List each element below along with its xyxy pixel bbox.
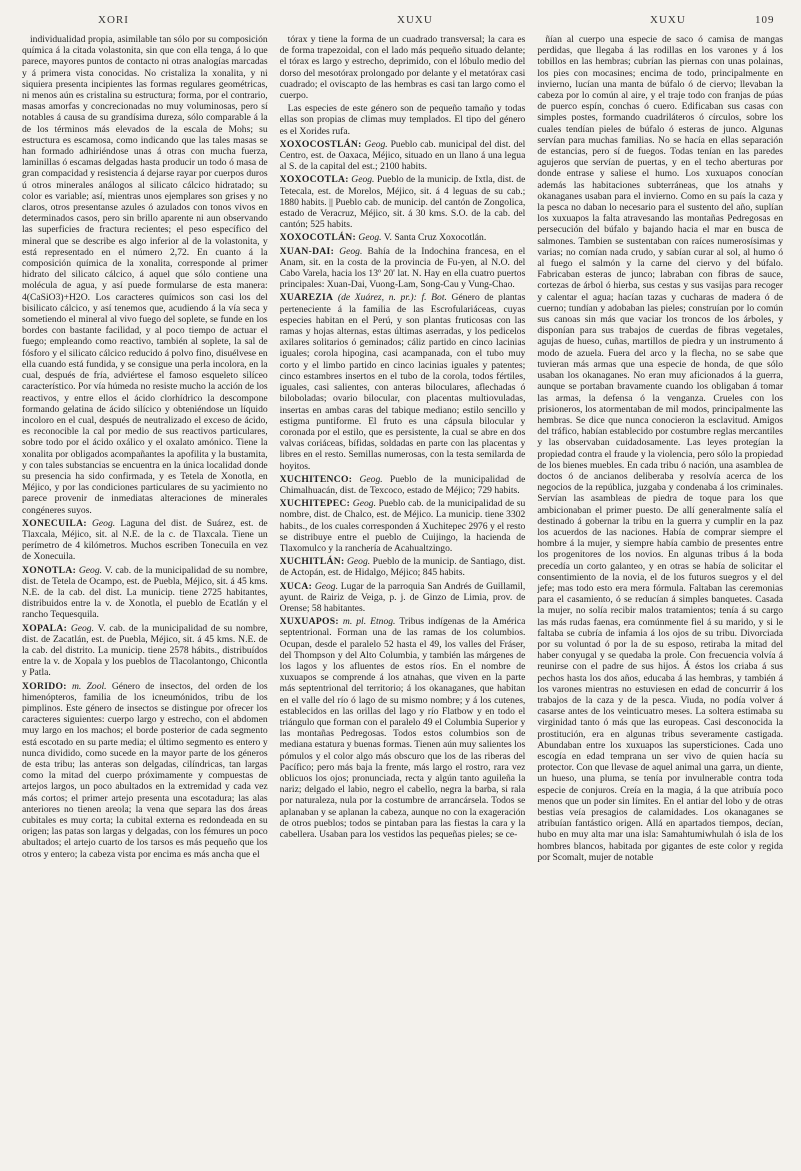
entry-headword: XUCHITLÁN: [279,556,345,568]
entry-text: Pueblo cab. municipal del dist. del Centro, est. de Oaxaca, Méjico, situado en un llano á una legua al S. de la capital del est.; 2100 habits. [279,138,526,173]
dictionary-entry [22,565,268,621]
entry-text: Pueblo cab. de la municipalidad de su nombre, dist. de Chalco, est. de Méjico. La municip. tiene 3302 habits., de los cuales corresponden á Xuchitepec 2976 y el resto se distribuye entre el pueblo de Cuijingo, la hacienda de Tlaxomulco y la ranchería de Acahualtzingo. [279,498,526,554]
entry-text: V. cab. de la municipalidad de su nombre, dist. de Tetela de Ocampo, est. de Puebla, Méjico, sit. á 45 kms. N.E. de la cab. del dist. La municip. tiene 2725 habitantes, distribuidos entre la v. de Xonotla, el pueblo de Ecatlán y el rancho Tequesquila. [22,564,268,621]
entry-text: V. Santa Cruz Xoxocotlán. [383,232,487,244]
entry-abbreviation: Geog. [347,556,371,568]
entry-headword: XOXOCOTLA: [279,174,349,186]
body-paragraph: Las especies de este género son de pequeño tamaño y todas ellas son propias de climas muy templados. El tipo del género es el Xorides rufa. [279,103,526,137]
entry-text: Lugar de la parroquia San Andrés de Guillamil, ayunt. de Rairiz de Veiga, p. j. de Ginzo de Limia, prov. de Orense; 58 habitantes. [279,580,526,614]
entry-headword: XOPALA: [22,622,68,634]
text-columns [22,34,783,1154]
entry-abbreviation: Geog. [359,473,383,485]
entry-abbreviation: Geog. [70,622,95,634]
column-2 [280,34,526,1154]
entry-headword: XUXUAPOS: [279,616,339,628]
dictionary-entry [280,498,526,554]
column-1 [22,34,268,1154]
entry-abbreviation: Geog. [339,245,363,257]
entry-headword: XORIDO: [22,680,67,692]
entry-headword: XUCHITENCO: [279,473,353,485]
dictionary-entry [280,556,526,578]
dictionary-entry [280,292,526,471]
dictionary-entry [22,623,268,679]
page-number: 109 [755,14,775,26]
entry-headword: XONOTLA: [22,564,77,576]
dictionary-entry [280,139,526,173]
entry-headword: XOXOCOTLÁN: [279,232,356,244]
entry-abbreviation: m. Zool. [72,680,107,692]
entry-abbreviation: (de Xuárez, n. pr.): f. Bot. [337,292,447,304]
entry-text: Género de plantas perteneciente á la familia de las Escrofulariáceas, cuyas especies habitan en el Perú, y son plantas fruticosas con las ramas y hojas alternas, estas últimas aserradas, y los pedicelos axilares solitarios ó geminados; cáliz partido en cinco lacinias iguales; corola hipogina, casi acampanada, con el tubo muy corto y el limbo partido en cinco lacinias iguales y patentes; cinco estambres insertos en el tubo de la corola, todos fértiles, iguales, casi salientes, con anteras biloculares, aflechadas ó biloboladas; ovario bilocular, con placentas multiovuladas, insertas en ambas caras del tabique mediano; estilo sencillo y estigma puntiforme. El fruto es una cápsula bilocular y coronada por el estilo, que es persistente, la cual se abre en dos valvas coriáceas, bífidas, soldadas en parte con las placentas y libres en el resto. Semillas numerosas, con la testa semilarda de hoyitos. [279,292,526,472]
entry-text: Laguna del dist. de Suárez, est. de Tlaxcala, Méjico, sit. al N.E. de la c. de Tlaxcala. Tiene un perímetro de 4 kilómetros. Muchos escriben Tonecuila en vez de Xonecuila. [22,517,268,563]
entry-text: Tribus indígenas de la América septentrional. Forman una de las ramas de los columbios. Ocupan, desde el paralelo 52 hasta el 49, los valles del Fráser, del Thompson y del Alto Columbia, y también las márgenes de los lagos y los afluentes de estos ríos. En el nombre de xuxuapos se comprende á los atnahas, que viven en la parte más septentrional del territorio; á los okanaganes, que habitan en el valle del río ó lago de su mismo nombre; y á los cutenes, establecidos en las orillas del lago y río Flatbow y en todo el triángulo que forman con el paralelo 49 el Columbia Superior y las montañas Pedregosas. Todos estos columbios son de mediana estatura y buenas formas. Tienen aún muy salientes los pómulos y el color algo más obscuro que los de las riberas del Pacífico; pero más baja la frente, más largo el rostro, rara vez oblicuos los ojos; pronunciada, recta y algún tanto aguileña la nariz; delgado el labio, negro el cabello, negra la barba, si rala por naturaleza, nula por la costumbre de arrancársela. Todos se aplanaban y se aplanan la cabeza, aunque no con la exageración de otros pueblos; todos se pintaban para las fiestas la cara y la cabellera. Usaban para los vestidos las pequeñas pieles; se ce- [279,616,526,841]
dictionary-entry [280,246,526,291]
dictionary-entry [22,518,268,563]
header-center-word: XUXU [397,14,433,26]
entry-headword: XUCA: [279,580,313,592]
column-3 [537,34,783,1154]
dictionary-entry [280,232,526,243]
entry-text: Bahía de la Indochina francesa, en el Anam, sit. en la costa de la provincia de Fu-yen, al N.O. del Cabo Varela, hacia los 13º 20' lat. N. Hay en ella cuatro puertos principales: Xuan-Dai, Vuong-Lam, Song-Cau y Vung-Chao. [279,245,526,291]
entry-abbreviation: Geog. [352,498,376,510]
entry-text: Pueblo de la municip. de Ixtla, dist. de Tetecala, est. de Morelos, Méjico, sit. á 4 leguas de su cab.; 1880 habits. || Pueblo cab. de municip. del cantón de Zongolica, estado de Veracruz, Méjico, sit. á 30 kms. S.O. de la cab. del cantón; 525 habits. [279,174,526,231]
dictionary-entry [280,474,526,496]
body-paragraph: individualidad propia, asimilable tan sólo por su composición química á la citada volastonita, sin que con ella tenga, á lo que parece, mayores puntos de contacto ni otras analogías marcadas y á primera vista conocidas. No cristaliza la xonalita, y ni siquiera presenta incipientes las formas regulares geométricas, ni menos aún es cristalina su estructura; forma, por el contrario, masas amorfas y concrecionadas no muy voluminosas, pero sí notables á causa de su grandísima dureza, sólo comparable á la de los términos más elevados de la escala de Mohs; su estructura es escamosa, como indicando que las tales masas se han formado adhiriéndose unas á otras con mucha fuerza, laminillas ó escamas delgadas hasta producir un todo ó masa de gran compacidad y resistencia á dejarse rayar por cuerpos duros ú otros minerales análogos al silicato cálcico hidratado; su color es variable; así, mientras unos ejemplares son grises y no claros, otros presentanse azules ó azulados con tonos vivos en determinados casos, pero sin brillo aparente ni aun observando las superficies de fractura recientes; el peso específico del mineral que se describe es algo inferior al de la volastonita, y está representado en el número 2,72. En cuanto á la composición química de la xonalita, corresponde al primer hidrato del silicato cálcico, á aquel que sólo contiene una molécula de agua, y así puede formularse de esta manera: 4(CaSiO3)+H2O. Los caracteres químicos son casi los del bisilicato cálcico, y así tenemos que, acudiendo á la vía seca y sometiendo el mineral al vivo fuego del soplete, se funde en los bordes con bastante facilidad, y al poco tiempo de actuar el fuego; empleando como reactivo, también al soplete, la sal de fósforo y el silicato cálcico reducido á polvo fino, disuélvese en ella cuando está fundida, y se consigue una perla incolora, en la cual, después de fría, adviértese el famoso esqueleto silíceo característico. Por vía húmeda no resiste mucho la acción de los reactivos, y entre ellos el ácido clorhídrico la descompone formando gelatina de ácido silícico y obteniéndose un líquido incoloro en el cual, después de neutralizado el exceso de ácido, es reconocible la cal por medio de sus reactivos particulares, sobre todo por el ácido oxálico y el oxalato amónico. Tiene la xonalita por obligados acompañantes la apofilita y la bustamita, y con tales substancias se encuentra en la única localidad donde su presencia ha sido confirmada, y es Tetela de Xonotla, en Méjico, y por las condiciones particulares de su yacimiento no parece provenir de inmediatas alteraciones de minerales congéneres suyos. [22,34,268,516]
entry-text: Pueblo de la municipalidad de Chimalhuacán, dist. de Texcoco, estado de Méjico; 729 habits. [279,473,526,496]
entry-abbreviation: Geog. [78,564,103,576]
entry-headword: XUAREZIA [279,292,334,304]
entry-headword: XUCHITEPEC: [279,498,351,510]
dictionary-entry [22,681,268,860]
entry-abbreviation: Geog. [314,580,339,592]
entry-text: Pueblo de la municip. de Santiago, dist. de Actopán, est. de Hidalgo, Méjico; 845 habits. [279,556,526,579]
entry-abbreviation: m. pl. Etnog. [342,616,396,628]
header-right-word: XUXU [650,14,686,26]
entry-abbreviation: Geog. [358,232,382,244]
dictionary-entry [280,616,526,840]
entry-headword: XOXOCOSTLÁN: [279,138,362,150]
entry-headword: XONECUILA: [22,517,87,529]
entry-headword: XUAN-DAI: [279,245,335,257]
entry-text: Género de insectos, del orden de los himenópteros, familia de los icneumónidos, tribu de los pimplinos. Este género de insectos se distingue por ofrecer los caracteres siguientes: cuerpo largo y estrecho, con el abdomen muy largo en los machos; el borde posterior de cada segmento está escotado en su parte media; el último segmento es entero y nunca dividido, como sucede en la mayor parte de los géneros de esta tribu; las anteras son delgadas, cilíndricas, tan largas como la mitad del cuerpo próximamente y compuestas de artejos largos, un poco abultados en la extremidad y cada vez más cortos; el primer artejo presenta una escotadura; las alas anteriores no tienen areola; la vena que separa las dos áreas cubitales es muy corta; la cubital externa es redondeada en su origen; las patas son largas y delgadas, con los fémures un poco abultados; el artejo cuarto de los tarsos es más pequeño que los otros y entero; la cabeza vista por encima es más ancha que el [22,680,268,860]
dictionary-entry [280,581,526,615]
running-header [22,6,783,34]
entry-abbreviation: Geog. [351,174,375,186]
body-paragraph: ñían al cuerpo una especie de saco ó camisa de mangas perdidas, que llegaba á las rodillas en los varones y á los tobillos en las hembras; cubrían las piernas con unas polainas, los pies con mocasines; encima de todo, principalmente en invierno, lucían una manta de búfalo ó de ciervo; llevaban la cabeza por lo común al aire, y el traje todo con franjas de púas de puerco espín, conchas ó cuero. Edificaban sus casas con simples postes, formando cuadriláteros ó círculos, sobre los cuales tendían pieles de búfalo ó esteras de junco. Algunas servían para muchas familias. No se hacía en ellas separación de estancias, pero sí de fuegos. Todas tenían en las paredes agujeros que servían de puertas, y en el techo aberturas por donde entrase y saliese el humo. Los xuxuapos conocían además las habitaciones subterráneas, que los atnahs y okanaganes usaban para el invierno. Como en su país la caza y la pesca no daban lo necesario para el sustento del año, suplían los xuxuapos la falta atravesando las montañas Pedregosas en persecución del búfalo y bajando hacia el mar en busca de salmones. Tambien se sustentaban con raíces numerosísimas y varias; no comían nada crudo, y sabían curar al sol, al humo ó al fuego el salmón y la carne del ciervo y del búfalo. Fabricaban esteras de junco; labraban con fibras de sauce, cortezas de árbol ó hierba, sus cestas y sus vasijas para recoger y calentar el agua; hacían tazas y cucharas de madera ó de cuerno; tundían y adobaban las pieles; construían por lo común sus canoas sin más que vaciar los troncos de los árboles, y disponían para sus trabajos de cuerdas de fibras vegetales, agujas de hueso, cuñas, martillos de piedra y un instrumento á modo de azuela. Fuera del arco y la flecha, no se sabe que tuvieran más armas que una especie de honda, de que sólo usaban los okanaganes. No eran muy aficionados á la guerra, aunque se portaban bravamente cuando los obligaban á tomar las armas, la defensa ó la venganza. Crueles con los prisioneros, los atormentaban de mil modos, principalmente las hembras. Se dice que nunca conocieron la esclavitud. Amigos del tráfico, habían establecido por costumbre reglas mercantiles y las observaban cuidadosamente. Las leyes protegían la propiedad contra el fraude y la violencia, pero sólo la propiedad de los bienes muebles. En cada tribu ó nación, una asamblea de doctos ó de ancianos deliberaba y resolvía acerca de los negocios de la república, juzgaba y condenaba á los criminales. Servían las asambleas de piedra de toque para los que ambicionaban el primer puesto. De allí generalmente salía el destinado á gobernar la tribu en la guerra y cumplir en la paz los acuerdos de las naciones. Había de comprar siempre el hombre á la mujer, y siempre había cambio de presentes entre los progenitores de los novios. En algunas tribus á la boda precedía un corto galanteo, y en otras se había de solicitar el consentimiento de la novia, el de los futuros suegros y el del jefe; mas todo esto era mera fórmula. Faltaban las ceremonias para el casamiento, ó se reducían á simples banquetes. Casada la mujer, no solía recibir malos tratamientos; tenía á su cargo las más rudas faenas, era comúnmente fiel á su marido, y si le faltaba se cubría de infamia á los ojos de su tribu. Divorciada por su voluntad ó por la de su esposo, retiraba la mitad del haber conyugal y se quedaba la prole. Con frecuencia volvía á reunirse con el padre de sus hijos. Á éstos los criaba á sus pechos hasta los dos años, educaba á las hembras, y también á los varones mientras no estuviesen en edad de concurrir á los trabajos de la caza y de la pesca. Viuda, no podía volver á casarse antes de los veinticuatro meses. La soltera estimaba su virginidad tanto ó más que las europeas. Casi desconocida la prostitución, era en algunas tribus severamente castigada. Abundaban entre los xuxuapos las supersticiones. Cada uno escogía en edad temprana un ser vivo de quien hacía su protector. Con que llevase de aquel animal una garra, un diente, un hueso, una pluma, se tenía por invulnerable contra toda especie de conjuros. Creía en la magia, á la que atribuía poco menos que un poder sin límites. En el antiar del lobo y de otras bestias veía presagios de calamidades. Los okanaganes se atribuían fantástico origen. Allá en apartados tiempos, decían, hubo en muy alta mar una isla: Samahtumiwhulah ó isla de los hombres blancos, habitada por gigantes de este color y regida por Scomalt, mujer de notable [537,34,784,863]
header-left-word: XORI [98,14,129,26]
body-paragraph: tórax y tiene la forma de un cuadrado transversal; la cara es de forma trapezoidal, con el lado más pequeño situado delante; el tórax es largo y estrecho, deprimido, con el lóbulo medio del dorso del mesotórax prolongado por delante y el metatórax casi cuadrado; el oviscapto de las hembras es casi tan largo como el cuerpo. [279,34,526,102]
entry-text: V. cab. de la municipalidad de su nombre, dist. de Zacatlán, est. de Puebla, Méjico, sit. á 45 kms. N.E. de la cab. del distrito. La municip. tiene 2578 hábits., distribuídos entre la v. de Xopala y los pueblos de Tlacolantongo, Chicontla y Patla. [22,622,268,679]
dictionary-entry [280,174,526,230]
entry-abbreviation: Geog. [92,517,116,529]
entry-abbreviation: Geog. [364,138,388,150]
